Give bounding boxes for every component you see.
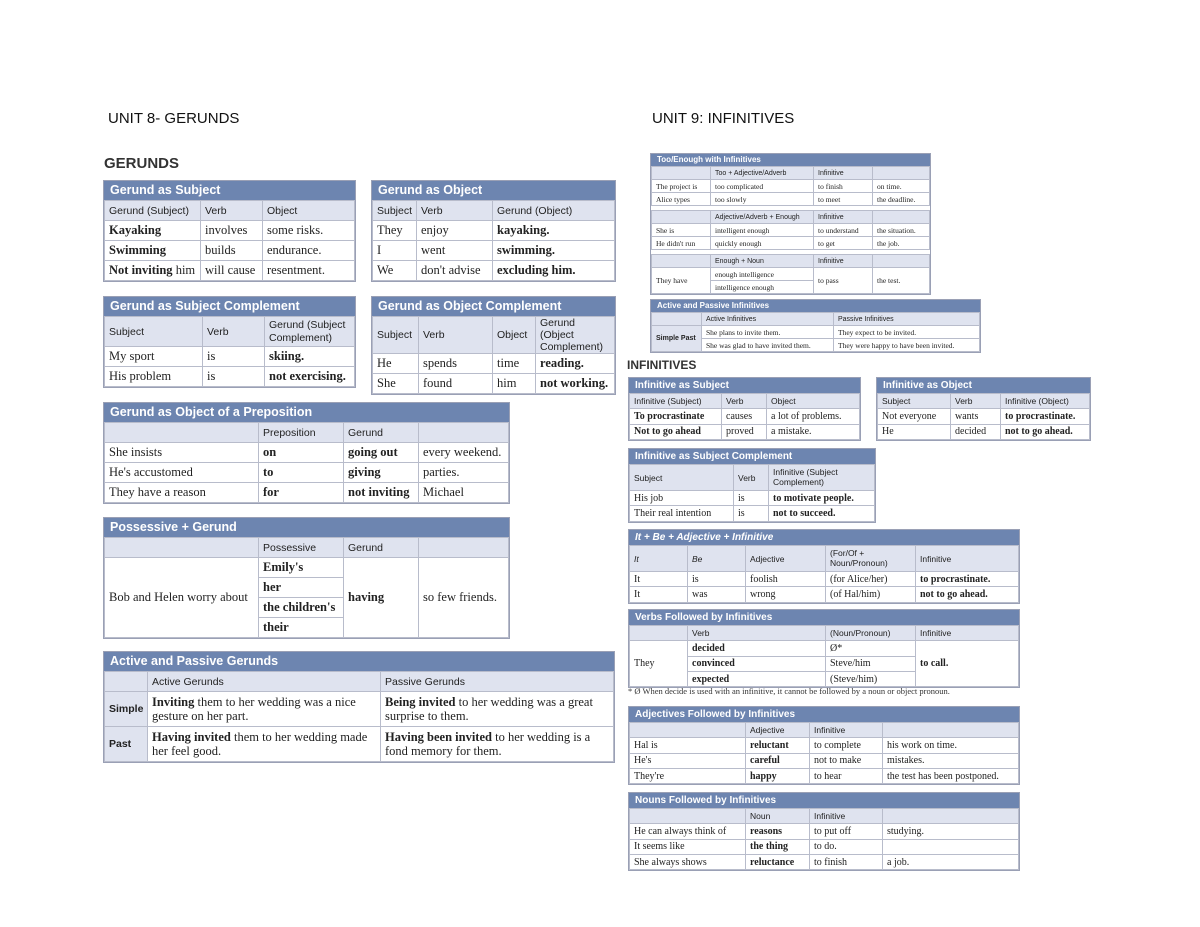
table-row (652, 193, 930, 206)
table-row (105, 241, 355, 261)
cell: time (493, 354, 536, 374)
column-header: Gerund (344, 423, 419, 443)
cell: She is (652, 224, 711, 237)
column-header (630, 809, 746, 824)
unit8-title: UNIT 8- GERUNDS (108, 110, 240, 127)
column-header: Subject (878, 394, 951, 409)
column-header: Be (688, 546, 746, 572)
column-header: Infinitive (810, 723, 883, 738)
table-row (878, 409, 1090, 424)
unit9-title: UNIT 9: INFINITIVES (652, 110, 795, 127)
column-header: Active Infinitives (702, 313, 834, 326)
cell (105, 261, 201, 281)
cell: went (417, 241, 493, 261)
cell-plain: to her wedding was a great surprise to them. (385, 694, 593, 723)
table-row (105, 221, 355, 241)
row-label: Past (105, 727, 148, 762)
cell: not to make (810, 753, 883, 768)
cell: happy (746, 768, 810, 783)
table-title: Gerund as Subject Complement (104, 297, 355, 316)
cell: foolish (746, 572, 826, 587)
table-title: Infinitive as Subject (629, 378, 860, 393)
cell: a mistake. (767, 424, 860, 439)
table-row (630, 491, 875, 506)
cell: They have (652, 268, 711, 294)
cell: him (493, 374, 536, 394)
cell: to complete (810, 738, 883, 753)
cell: Ø* (826, 641, 916, 656)
table-row (630, 424, 860, 439)
table-row (630, 572, 1019, 587)
cell: parties. (419, 463, 509, 483)
table-title: Possessive + Gerund (104, 518, 509, 537)
cell: involves (201, 221, 263, 241)
table-title: Active and Passive Gerunds (104, 652, 614, 671)
cell: They have a reason (105, 483, 259, 503)
table-row (630, 839, 1019, 854)
cell: Michael (419, 483, 509, 503)
cell: wants (951, 409, 1001, 424)
cell: reluctance (746, 854, 810, 869)
cell: to finish (810, 854, 883, 869)
column-header (419, 538, 509, 558)
table-title: Adjectives Followed by Infinitives (629, 707, 1019, 722)
cell: (of Hal/him) (826, 587, 916, 602)
column-header: Verb (722, 394, 767, 409)
column-header: Verb (419, 317, 493, 354)
row-label: Simple Past (652, 326, 702, 352)
cell: not inviting (344, 483, 419, 503)
cell: Not everyone (878, 409, 951, 424)
table-row (373, 374, 615, 394)
cell: expected (688, 671, 826, 686)
table-row (105, 443, 509, 463)
table-row (630, 641, 1019, 656)
cell (148, 727, 381, 762)
cell: intelligent enough (711, 224, 814, 237)
table-row (105, 727, 614, 762)
cell: on (259, 443, 344, 463)
table-title: Gerund as Object (372, 181, 615, 200)
cell: endurance. (263, 241, 355, 261)
column-header: Verb (688, 626, 826, 641)
column-header: Gerund (Subject) (105, 201, 201, 221)
column-header (873, 167, 930, 180)
cell: so few friends. (419, 558, 509, 638)
table-title: Nouns Followed by Infinitives (629, 793, 1019, 808)
cell-bold: Being invited (385, 694, 456, 709)
active-passive-infinitives-table (650, 299, 981, 353)
cell: We (373, 261, 417, 281)
column-header: Object (767, 394, 860, 409)
column-header: (Noun/Pronoun) (826, 626, 916, 641)
cell: too slowly (711, 193, 814, 206)
cell: Emily's (259, 558, 344, 578)
cell: don't advise (417, 261, 493, 281)
cell: some risks. (263, 221, 355, 241)
cell: She was glad to have invited them. (702, 339, 834, 352)
footnote: * Ø When decide is used with an infinitive, it cannot be followed by a noun or object pronoun. (628, 686, 950, 696)
column-header (652, 167, 711, 180)
column-header: Subject (373, 317, 419, 354)
cell (381, 692, 614, 727)
cell: was (688, 587, 746, 602)
cell: (for Alice/her) (826, 572, 916, 587)
cell: causes (722, 409, 767, 424)
column-header: It (630, 546, 688, 572)
cell: the children's (259, 598, 344, 618)
cell: Swimming (105, 241, 201, 261)
cell: reasons (746, 824, 810, 839)
cell: having (344, 558, 419, 638)
cell: her (259, 578, 344, 598)
cell: the situation. (873, 224, 930, 237)
cell (148, 692, 381, 727)
too-enough-infinitives-table (650, 153, 931, 295)
cell: They (373, 221, 417, 241)
cell: to do. (810, 839, 883, 854)
cell: They're (630, 768, 746, 783)
column-header: Gerund (344, 538, 419, 558)
cell: going out (344, 443, 419, 463)
cell: is (203, 347, 265, 367)
cell: reading. (536, 354, 615, 374)
cell: They were happy to have been invited. (834, 339, 980, 352)
cell: Not to go ahead (630, 424, 722, 439)
table-row (630, 738, 1019, 753)
column-header: Infinitive (916, 626, 1019, 641)
column-header: Gerund (Subject Complement) (265, 317, 355, 347)
column-header: Infinitive (810, 809, 883, 824)
cell: He can always think of (630, 824, 746, 839)
cell: his work on time. (883, 738, 1019, 753)
cell: a job. (883, 854, 1019, 869)
table-row (105, 367, 355, 387)
cell: Bob and Helen worry about (105, 558, 259, 638)
cell: Kayaking (105, 221, 201, 241)
gerund-as-object-of-preposition-table (103, 402, 510, 504)
table-row (630, 409, 860, 424)
column-header (652, 313, 702, 326)
cell: studying. (883, 824, 1019, 839)
cell: to meet (814, 193, 873, 206)
column-header: Passive Gerunds (381, 672, 614, 692)
cell: the job. (873, 237, 930, 250)
table-row (630, 587, 1019, 602)
cell: decided (951, 424, 1001, 439)
column-header (630, 626, 688, 641)
table-row (630, 753, 1019, 768)
cell: the test has been postponed. (883, 768, 1019, 783)
cell: She (373, 374, 419, 394)
table-title: It + Be + Adjective + Infinitive (629, 530, 1019, 545)
cell: It (630, 587, 688, 602)
column-header: Subject (630, 465, 734, 491)
column-header (105, 538, 259, 558)
cell: proved (722, 424, 767, 439)
cell: He (878, 424, 951, 439)
cell: He (373, 354, 419, 374)
cell: (Steve/him) (826, 671, 916, 686)
cell: not to go ahead. (1001, 424, 1090, 439)
cell: mistakes. (883, 753, 1019, 768)
cell: decided (688, 641, 826, 656)
gerund-as-subject-complement-table (103, 296, 356, 388)
cell-plain: to her wedding is a fond memory for them. (385, 729, 591, 758)
column-header: Passive Infinitives (834, 313, 980, 326)
cell-bold: Having invited (152, 729, 231, 744)
column-header: Verb (734, 465, 769, 491)
possessive-gerund-table (103, 517, 510, 639)
cell: is (734, 491, 769, 506)
cell: not working. (536, 374, 615, 394)
cell: a lot of problems. (767, 409, 860, 424)
cell: reluctant (746, 738, 810, 753)
cell (883, 839, 1019, 854)
column-header: Adjective (746, 723, 810, 738)
column-header (105, 672, 148, 692)
cell: is (734, 506, 769, 521)
cell: not to go ahead. (916, 587, 1019, 602)
table-row (630, 824, 1019, 839)
cell: Their real intention (630, 506, 734, 521)
cell: the deadline. (873, 193, 930, 206)
it-be-adjective-infinitive-table (628, 529, 1020, 604)
table-row (652, 180, 930, 193)
table-row (373, 354, 615, 374)
column-header: Active Gerunds (148, 672, 381, 692)
cell-plain: them to her wedding made her feel good. (152, 729, 368, 758)
table-title: Too/Enough with Infinitives (651, 154, 930, 166)
cell (381, 727, 614, 762)
column-header (105, 423, 259, 443)
cell-plain: him (175, 263, 196, 277)
cell: To procrastinate (630, 409, 722, 424)
cell: swimming. (493, 241, 615, 261)
column-header: Noun (746, 809, 810, 824)
cell: every weekend. (419, 443, 509, 463)
gerund-as-object-complement-table (371, 296, 616, 395)
column-header: Infinitive (Subject) (630, 394, 722, 409)
adjectives-followed-by-infinitives-table (628, 706, 1020, 785)
cell: His problem (105, 367, 203, 387)
cell: too complicated (711, 180, 814, 193)
column-header: Infinitive (814, 211, 873, 224)
cell: careful (746, 753, 810, 768)
cell: The project is (652, 180, 711, 193)
column-header: Gerund (Object) (493, 201, 615, 221)
table-row (652, 326, 980, 339)
table-title: Active and Passive Infinitives (651, 300, 980, 312)
column-header: Object (493, 317, 536, 354)
cell: They (630, 641, 688, 687)
column-header: Verb (951, 394, 1001, 409)
table-row (373, 241, 615, 261)
column-header: Verb (203, 317, 265, 347)
cell: He's accustomed (105, 463, 259, 483)
column-header: Adjective (746, 546, 826, 572)
cell: excluding him. (493, 261, 615, 281)
table-row (652, 237, 930, 250)
cell-plain: them to her wedding was a nice gesture on her part. (152, 694, 356, 723)
cell: their (259, 618, 344, 638)
cell: not exercising. (265, 367, 355, 387)
cell: to (259, 463, 344, 483)
infinitives-heading: INFINITIVES (627, 358, 697, 372)
cell: for (259, 483, 344, 503)
column-header (630, 723, 746, 738)
column-header: Object (263, 201, 355, 221)
column-header (652, 255, 711, 268)
table-row (630, 768, 1019, 783)
table-row (652, 268, 930, 281)
cell-bold: Not inviting (109, 263, 173, 277)
infinitive-as-subject-table (628, 377, 861, 441)
cell: found (419, 374, 493, 394)
cell: builds (201, 241, 263, 261)
cell: giving (344, 463, 419, 483)
column-header: Adjective/Adverb + Enough (711, 211, 814, 224)
column-header: Subject (105, 317, 203, 347)
infinitive-as-object-table (876, 377, 1091, 441)
cell-bold: Inviting (152, 694, 195, 709)
cell: His job (630, 491, 734, 506)
cell: Hal is (630, 738, 746, 753)
cell: convinced (688, 656, 826, 671)
table-row (373, 221, 615, 241)
cell: kayaking. (493, 221, 615, 241)
column-header (883, 723, 1019, 738)
table-row (652, 339, 980, 352)
cell: to call. (916, 641, 1019, 687)
cell: enough intelligence (711, 268, 814, 281)
column-header (419, 423, 509, 443)
table-row (630, 854, 1019, 869)
gerunds-heading: GERUNDS (104, 155, 180, 172)
cell: will cause (201, 261, 263, 281)
cell: to procrastinate. (1001, 409, 1090, 424)
column-header (873, 211, 930, 224)
gerund-as-subject-table (103, 180, 356, 282)
infinitive-as-subject-complement-table (628, 448, 876, 523)
cell: He's (630, 753, 746, 768)
column-header: Subject (373, 201, 417, 221)
column-header: Enough + Noun (711, 255, 814, 268)
cell: to procrastinate. (916, 572, 1019, 587)
column-header (652, 211, 711, 224)
table-row (373, 261, 615, 281)
column-header: Possessive (259, 538, 344, 558)
cell: to motivate people. (769, 491, 875, 506)
table-row (652, 224, 930, 237)
cell-bold: Having been invited (385, 729, 492, 744)
cell: to hear (810, 768, 883, 783)
cell: quickly enough (711, 237, 814, 250)
column-header: Infinitive (814, 255, 873, 268)
cell: to get (814, 237, 873, 250)
table-row (105, 692, 614, 727)
table-row (105, 261, 355, 281)
row-label: Simple (105, 692, 148, 727)
cell: is (203, 367, 265, 387)
cell: the test. (873, 268, 930, 294)
table-title: Gerund as Object Complement (372, 297, 615, 316)
table-row (105, 558, 509, 578)
column-header (883, 809, 1019, 824)
cell: She insists (105, 443, 259, 463)
cell: not to succeed. (769, 506, 875, 521)
column-header: Verb (417, 201, 493, 221)
table-row (630, 506, 875, 521)
cell: I (373, 241, 417, 261)
column-header (873, 255, 930, 268)
gerund-as-object-table (371, 180, 616, 282)
table-title: Verbs Followed by Infinitives (629, 610, 1019, 625)
cell: It seems like (630, 839, 746, 854)
column-header: Infinitive (Object) (1001, 394, 1090, 409)
cell: the thing (746, 839, 810, 854)
active-passive-gerunds-table (103, 651, 615, 763)
verbs-followed-by-infinitives-table (628, 609, 1020, 688)
cell: spends (419, 354, 493, 374)
table-row (105, 463, 509, 483)
cell: My sport (105, 347, 203, 367)
cell: to pass (814, 268, 873, 294)
table-row (105, 347, 355, 367)
cell: wrong (746, 587, 826, 602)
table-row (878, 424, 1090, 439)
cell: skiing. (265, 347, 355, 367)
table-title: Infinitive as Object (877, 378, 1090, 393)
cell: to put off (810, 824, 883, 839)
column-header: Gerund (Object Complement) (536, 317, 615, 354)
table-title: Gerund as Object of a Preposition (104, 403, 509, 422)
table-title: Gerund as Subject (104, 181, 355, 200)
nouns-followed-by-infinitives-table (628, 792, 1020, 871)
column-header: Verb (201, 201, 263, 221)
cell: They expect to be invited. (834, 326, 980, 339)
cell: on time. (873, 180, 930, 193)
cell: resentment. (263, 261, 355, 281)
cell: is (688, 572, 746, 587)
cell: Steve/him (826, 656, 916, 671)
cell: to finish (814, 180, 873, 193)
column-header: Infinitive (814, 167, 873, 180)
cell: enjoy (417, 221, 493, 241)
cell: She plans to invite them. (702, 326, 834, 339)
cell: Alice types (652, 193, 711, 206)
table-row (105, 483, 509, 503)
cell: to understand (814, 224, 873, 237)
column-header: Preposition (259, 423, 344, 443)
column-header: Infinitive (Subject Complement) (769, 465, 875, 491)
column-header: Too + Adjective/Adverb (711, 167, 814, 180)
table-title: Infinitive as Subject Complement (629, 449, 875, 464)
cell: It (630, 572, 688, 587)
cell: He didn't run (652, 237, 711, 250)
column-header: Infinitive (916, 546, 1019, 572)
cell: She always shows (630, 854, 746, 869)
column-header: (For/Of + Noun/Pronoun) (826, 546, 916, 572)
cell: intelligence enough (711, 281, 814, 294)
